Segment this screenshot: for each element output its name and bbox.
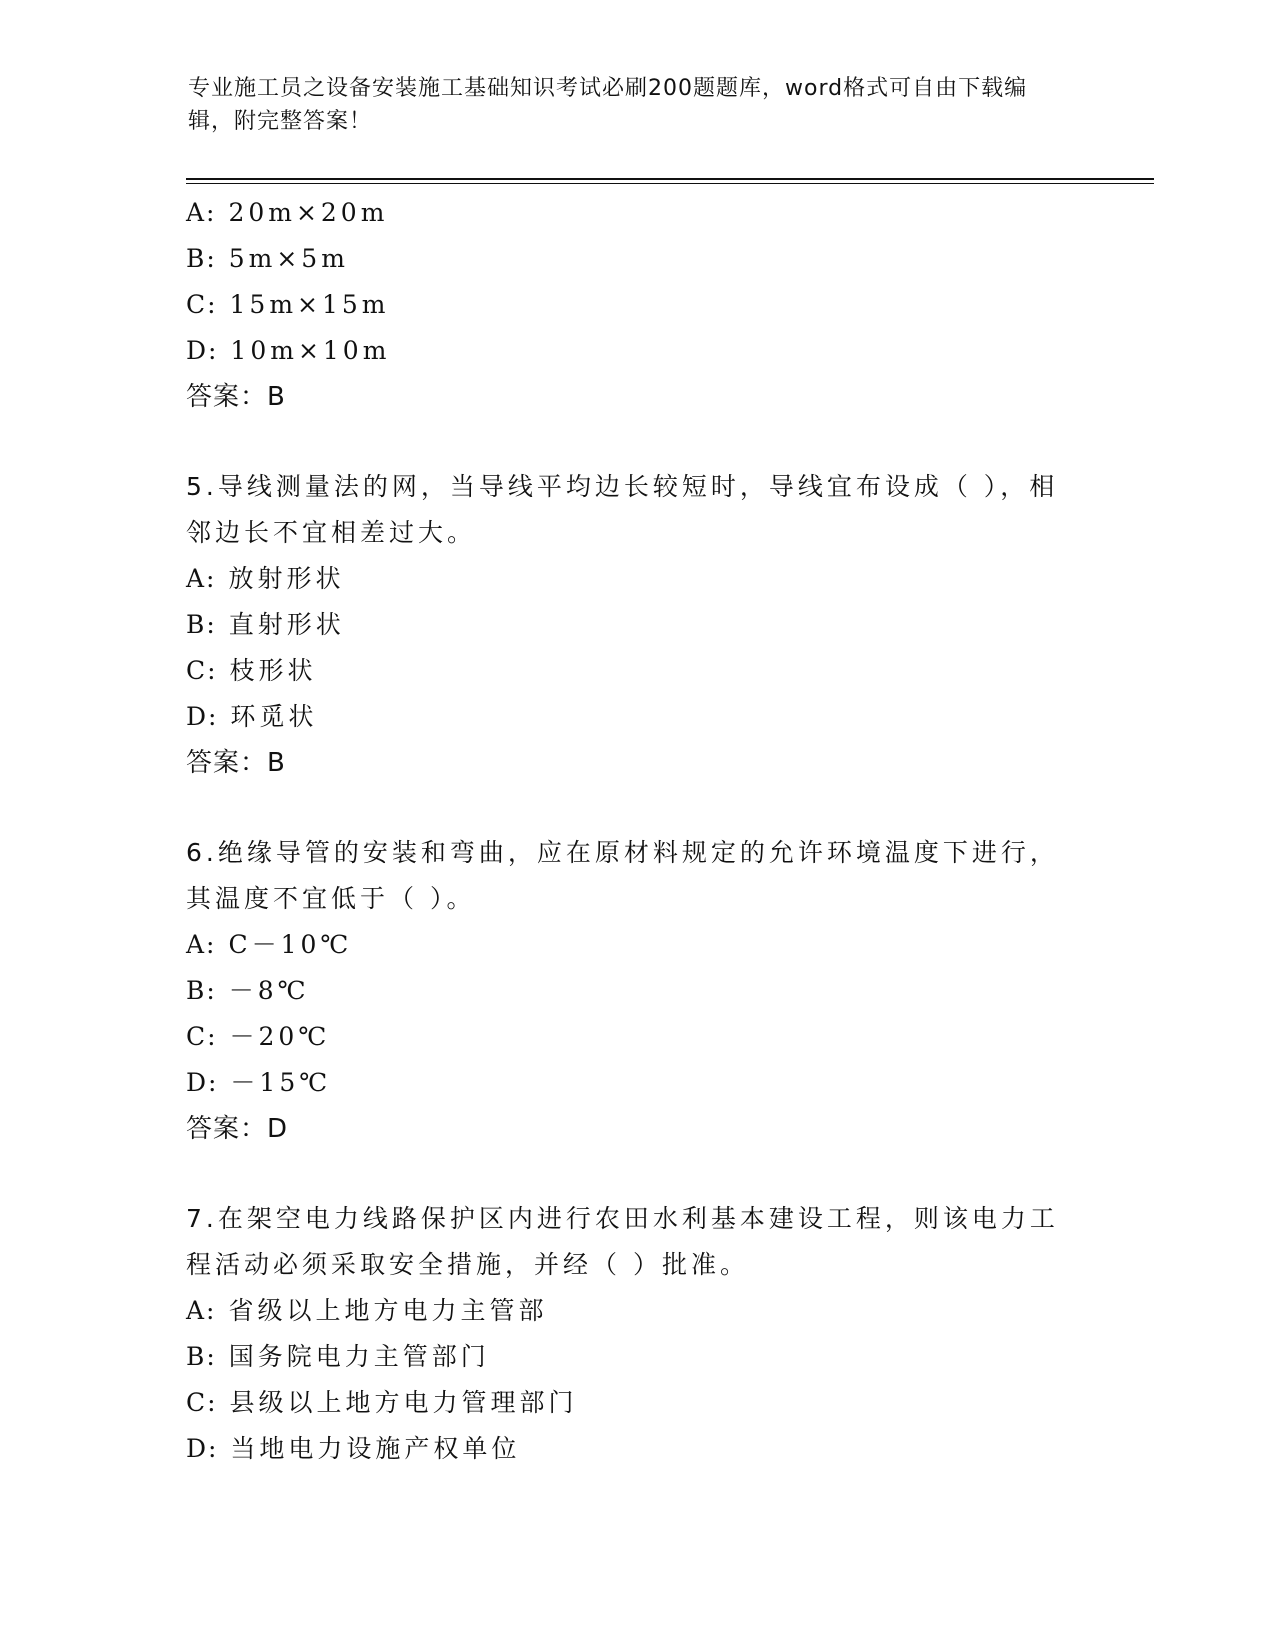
option-a: A: 放射形状: [186, 564, 345, 593]
header-title: 专业施工员之设备安装施工基础知识考试必刷200题题库，word格式可自由下载编辑，附完整答案！: [188, 76, 1028, 134]
answer: 答案：B: [186, 748, 286, 778]
question-5: [186, 464, 1086, 786]
document-body: [186, 190, 1086, 1472]
question-text: 5.导线测量法的网，当导线平均边长较短时，导线宜布设成（ ），相邻边长不宜相差过大。: [186, 472, 1059, 547]
option-c: C: 15m×15m: [186, 290, 390, 319]
option-b: B: 直射形状: [186, 610, 345, 639]
option-b: B: 5m×5m: [186, 244, 349, 273]
question-4-tail: [186, 190, 1086, 420]
question-text: 6.绝缘导管的安装和弯曲，应在原材料规定的允许环境温度下进行，其温度不宜低于（ ）。: [186, 838, 1059, 913]
header-rule-thin: [186, 183, 1154, 184]
option-b: B: －8℃: [186, 976, 310, 1005]
document-header: [188, 72, 1068, 138]
option-a: A: C－10℃: [186, 930, 353, 959]
option-a: A: 20m×20m: [186, 198, 389, 227]
option-d: D: 环觅状: [186, 702, 318, 731]
answer: 答案：B: [186, 382, 286, 412]
option-b: B: 国务院电力主管部门: [186, 1342, 490, 1371]
answer: 答案：D: [186, 1114, 289, 1144]
question-text: 7.在架空电力线路保护区内进行农田水利基本建设工程，则该电力工程活动必须采取安全措施，并经（ ）批准。: [186, 1204, 1059, 1279]
question-6: [186, 830, 1086, 1152]
question-7: [186, 1196, 1086, 1472]
option-c: C: 县级以上地方电力管理部门: [186, 1388, 578, 1417]
header-rule-thick: [186, 178, 1154, 180]
option-a: A: 省级以上地方电力主管部: [186, 1296, 548, 1325]
option-d: D: 当地电力设施产权单位: [186, 1434, 521, 1463]
option-c: C: －20℃: [186, 1022, 331, 1051]
option-d: D: 10m×10m: [186, 336, 391, 365]
option-d: D: －15℃: [186, 1068, 332, 1097]
option-c: C: 枝形状: [186, 656, 317, 685]
